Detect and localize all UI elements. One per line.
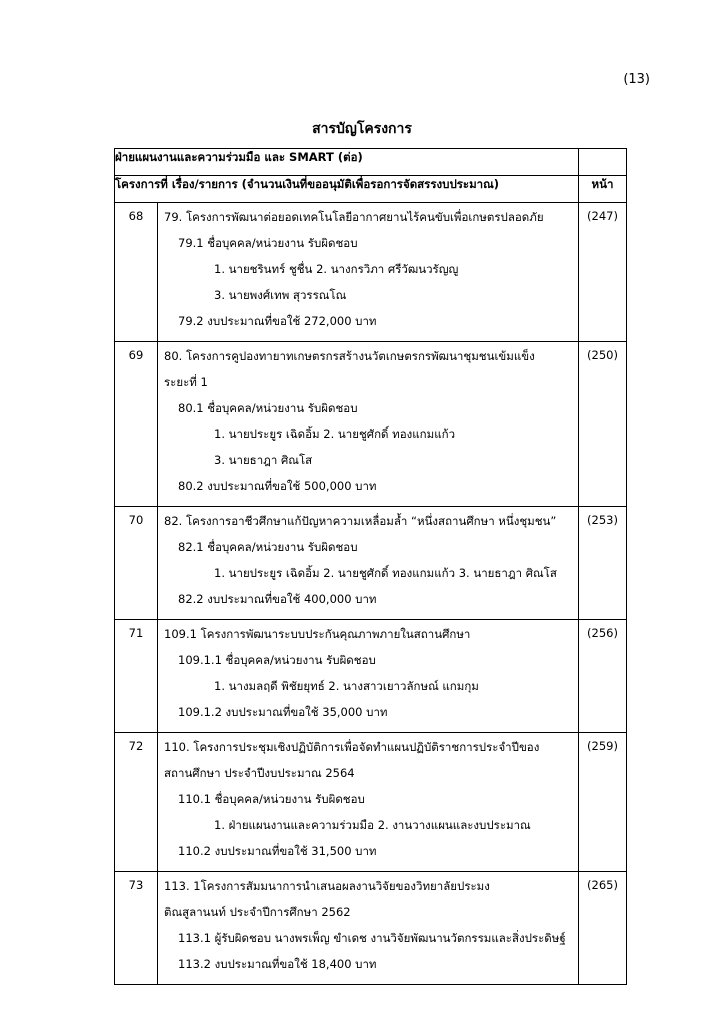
page-reference: (250): [579, 342, 627, 507]
project-row: [115, 620, 627, 733]
responsible-heading: 109.1.1 ชื่อบุคคล/หน่วยงาน รับผิดชอบ: [178, 653, 376, 667]
project-number: 71: [115, 620, 158, 733]
budget-line: 80.2 งบประมาณที่ขอใช้ 500,000 บาท: [178, 479, 377, 493]
project-title-continued: ติณสูลานนท์ ประจำปีการศึกษา 2562: [164, 905, 351, 919]
project-row: [115, 203, 627, 342]
responsible-heading: 79.1 ชื่อบุคคล/หน่วยงาน รับผิดชอบ: [178, 236, 358, 250]
project-title: 82. โครงการอาชีวศึกษาแก้ปัญหาความเหลื่อมล้ำ “หนึ่งสถานศึกษา หนึ่งชุมชน”: [164, 514, 557, 528]
project-details: [158, 733, 579, 872]
project-index-table: [114, 148, 627, 985]
project-title: 110. โครงการประชุมเชิงปฏิบัติการเพื่อจัดทำแผนปฏิบัติราชการประจำปีของ: [164, 740, 540, 754]
page-reference: (247): [579, 203, 627, 342]
project-title: 80. โครงการคูปองทายาทเกษตรกรสร้างนวัตเกษตรกรพัฒนาชุมชนเข้มแข็ง: [164, 349, 535, 363]
responsible-people: 1. นางมลฤดี พิชัยยุทธ์ 2. นางสาวเยาวลักษณ์ แกมกุม: [214, 679, 479, 693]
project-row: [115, 507, 627, 620]
responsible-people: 1. นายประยูร เฉิดอิ้ม 2. นายชูศักดิ์ ทองแกมแก้ว 3. นายธาฎา ศิณโส: [214, 566, 557, 580]
responsible-people: 1. นายประยูร เฉิดอิ้ม 2. นายชูศักดิ์ ทองแกมแก้ว: [214, 427, 456, 441]
responsible-people: 1. ฝ่ายแผนงานและความร่วมมือ 2. งานวางแผนและงบประมาณ: [214, 818, 531, 832]
project-title-continued: สถานศึกษา ประจำปีงบประมาณ 2564: [164, 766, 355, 780]
project-title: 113. 1โครงการสัมมนาการนำเสนอผลงานวิจัยของวิทยาลัยประมง: [164, 879, 490, 893]
project-details: [158, 203, 579, 342]
project-details: [158, 620, 579, 733]
project-details: [158, 507, 579, 620]
page-reference: (256): [579, 620, 627, 733]
project-row: [115, 733, 627, 872]
column-header-row: [115, 176, 627, 203]
responsible-line: 113.1 ผู้รับผิดชอบ นางพรเพ็ญ ขำเดช งานวิจัยพัฒนานวัตกรรมและสิ่งประดิษฐ์: [178, 931, 566, 945]
page-number: (13): [623, 72, 650, 87]
project-number: 69: [115, 342, 158, 507]
project-details: [158, 342, 579, 507]
project-number: 72: [115, 733, 158, 872]
project-number: 68: [115, 203, 158, 342]
responsible-heading: 110.1 ชื่อบุคคล/หน่วยงาน รับผิดชอบ: [178, 792, 365, 806]
budget-line: 110.2 งบประมาณที่ขอใช้ 31,500 บาท: [178, 844, 377, 858]
column-header-page: หน้า: [579, 176, 627, 203]
responsible-heading: 82.1 ชื่อบุคคล/หน่วยงาน รับผิดชอบ: [178, 540, 358, 554]
section-header: ฝ่ายแผนงานและความร่วมมือ และ SMART (ต่อ): [115, 149, 579, 176]
budget-line: 82.2 งบประมาณที่ขอใช้ 400,000 บาท: [178, 592, 377, 606]
project-title-continued: ระยะที่ 1: [164, 375, 208, 389]
project-number: 70: [115, 507, 158, 620]
column-header-title: โครงการที่ เรื่อง/รายการ (จำนวนเงินที่ขออนุมัติเพื่อรอการจัดสรรงบประมาณ): [115, 176, 579, 203]
section-header-row: [115, 149, 627, 176]
page-reference: (253): [579, 507, 627, 620]
responsible-people: 3. นายธาฎา ศิณโส: [214, 453, 313, 467]
project-row: [115, 872, 627, 985]
project-details: [158, 872, 579, 985]
document-title: สารบัญโครงการ: [312, 121, 412, 137]
project-number: 73: [115, 872, 158, 985]
project-title: 79. โครงการพัฒนาต่อยอดเทคโนโลยีอากาศยานไร้คนขับเพื่อเกษตรปลอดภัย: [164, 210, 544, 224]
section-header-empty-cell: [579, 149, 627, 176]
responsible-people: 1. นายชรินทร์ ชูชื่น 2. นางกรวิภา ศรีวัฒนวรัญญู: [214, 262, 459, 276]
project-title: 109.1 โครงการพัฒนาระบบประกันคุณภาพภายในสถานศึกษา: [164, 627, 471, 641]
responsible-heading: 80.1 ชื่อบุคคล/หน่วยงาน รับผิดชอบ: [178, 401, 358, 415]
page-reference: (259): [579, 733, 627, 872]
project-row: [115, 342, 627, 507]
budget-line: 113.2 งบประมาณที่ขอใช้ 18,400 บาท: [178, 957, 377, 971]
page-reference: (265): [579, 872, 627, 985]
responsible-people: 3. นายพงศ์เทพ สุวรรณโณ: [214, 288, 347, 302]
budget-line: 109.1.2 งบประมาณที่ขอใช้ 35,000 บาท: [178, 705, 388, 719]
budget-line: 79.2 งบประมาณที่ขอใช้ 272,000 บาท: [178, 314, 377, 328]
